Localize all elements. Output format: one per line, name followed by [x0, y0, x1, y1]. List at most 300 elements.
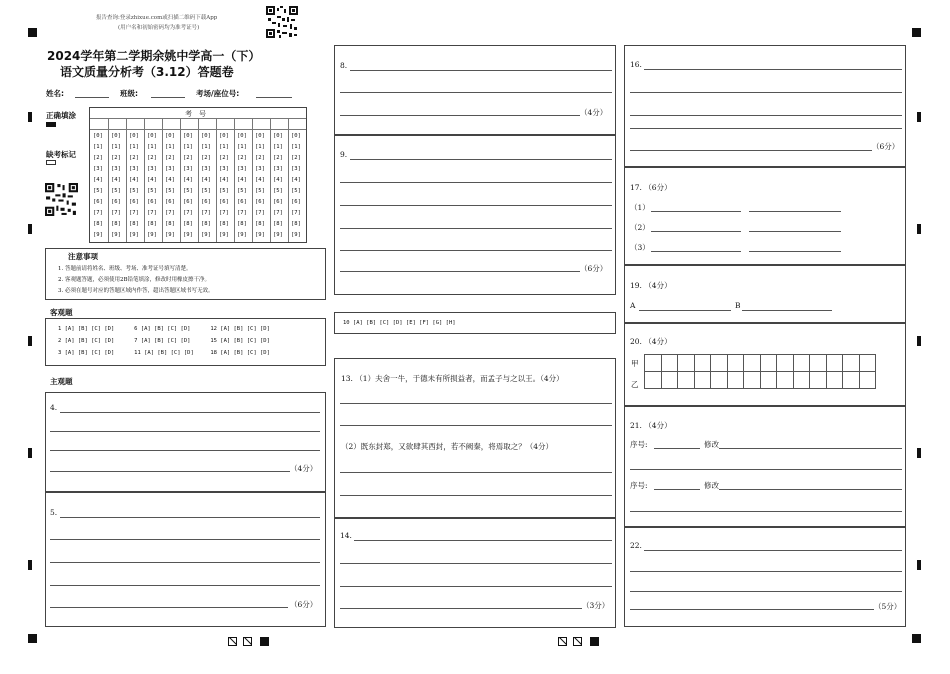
exam-digit-bubble[interactable]: [0]: [291, 133, 301, 139]
character-cell[interactable]: [661, 354, 679, 372]
exam-digit-bubble[interactable]: [4]: [237, 177, 247, 183]
question-5-number: 5.: [50, 508, 58, 517]
character-cell[interactable]: [727, 354, 745, 372]
notes-title: 注意事项: [68, 252, 98, 261]
exam-digit-bubble[interactable]: [5]: [255, 188, 265, 194]
character-cell[interactable]: [760, 354, 778, 372]
question-20-row-jia: 甲: [631, 359, 639, 368]
exam-digit-bubble[interactable]: [3]: [165, 166, 175, 172]
page-mark-crossed: [573, 637, 582, 646]
question-20-title: 20. （4分）: [630, 337, 672, 346]
exam-digit-bubble[interactable]: [1]: [129, 144, 139, 150]
exam-digit-bubble[interactable]: [1]: [93, 144, 103, 150]
question-19-label-b: B: [735, 301, 741, 310]
answer-line[interactable]: [350, 159, 612, 160]
timing-mark: [917, 336, 921, 346]
question-9-box: [334, 135, 616, 295]
answer-line[interactable]: [651, 231, 741, 232]
grid-column-divider: [252, 118, 253, 242]
exam-digit-bubble[interactable]: [6]: [93, 199, 103, 205]
exam-digit-bubble[interactable]: [4]: [183, 177, 193, 183]
timing-mark: [28, 336, 32, 346]
exam-digit-bubble[interactable]: [0]: [183, 133, 193, 139]
question-16-box: [624, 45, 906, 167]
name-field[interactable]: [75, 97, 109, 98]
class-field[interactable]: [151, 97, 185, 98]
answer-line[interactable]: [749, 211, 841, 212]
character-cell[interactable]: [710, 354, 728, 372]
exam-digit-bubble[interactable]: [1]: [111, 144, 121, 150]
character-cell[interactable]: [842, 354, 860, 372]
objective-title: 客观题: [50, 308, 73, 317]
exam-digit-bubble[interactable]: [2]: [183, 155, 193, 161]
answer-line[interactable]: [630, 511, 902, 512]
qr-code-icon: [266, 6, 298, 38]
exam-digit-bubble[interactable]: [2]: [291, 155, 301, 161]
question-13-part2: （2）既东封郑，又欲肆其西封，若不阙秦，将焉取之？（4分）: [341, 442, 554, 451]
exam-digit-bubble[interactable]: [4]: [273, 177, 283, 183]
answer-line[interactable]: [651, 211, 741, 212]
exam-digit-bubble[interactable]: [3]: [219, 166, 229, 172]
timing-mark: [28, 448, 32, 458]
exam-digit-bubble[interactable]: [2]: [237, 155, 247, 161]
question-8-number: 8.: [340, 61, 348, 70]
answer-line[interactable]: [644, 69, 902, 70]
student-qr-code-icon: [45, 183, 78, 216]
exam-digit-bubble[interactable]: [5]: [165, 188, 175, 194]
corner-mark-bottom-left: [28, 634, 37, 643]
answer-line[interactable]: [644, 550, 902, 551]
exam-digit-bubble[interactable]: [1]: [237, 144, 247, 150]
exam-digit-bubble[interactable]: [8]: [111, 221, 121, 227]
question-10-options[interactable]: 10 [A] [B] [C] [D] [E] [F] [G] [H]: [343, 320, 456, 326]
exam-digit-bubble[interactable]: [0]: [165, 133, 175, 139]
exam-digit-bubble[interactable]: [8]: [273, 221, 283, 227]
fix-input[interactable]: [719, 489, 902, 490]
character-cell[interactable]: [760, 371, 778, 389]
exam-digit-bubble[interactable]: [9]: [291, 232, 301, 238]
exam-digit-bubble[interactable]: [9]: [147, 232, 157, 238]
answer-line[interactable]: [340, 182, 612, 183]
timing-mark: [917, 112, 921, 122]
subjective-title: 主观题: [50, 377, 73, 386]
question-9-number: 9.: [340, 150, 348, 159]
exam-digit-bubble[interactable]: [4]: [255, 177, 265, 183]
grid-column-divider: [144, 118, 145, 242]
exam-digit-bubble[interactable]: [3]: [237, 166, 247, 172]
exam-digit-bubble[interactable]: [9]: [237, 232, 247, 238]
question-4-box: [45, 392, 326, 492]
exam-digit-bubble[interactable]: [8]: [165, 221, 175, 227]
grid-column-divider: [162, 118, 163, 242]
exam-digit-bubble[interactable]: [8]: [93, 221, 103, 227]
answer-line[interactable]: [50, 431, 320, 432]
exam-digit-bubble[interactable]: [1]: [255, 144, 265, 150]
character-cell[interactable]: [809, 371, 827, 389]
exam-digit-bubble[interactable]: [0]: [111, 133, 121, 139]
fix-label: 修改: [704, 481, 719, 490]
question-5-score: （6分）: [290, 600, 318, 609]
character-cell[interactable]: [826, 371, 844, 389]
exam-digit-bubble[interactable]: [8]: [237, 221, 247, 227]
exam-digit-bubble[interactable]: [5]: [273, 188, 283, 194]
answer-line[interactable]: [50, 539, 320, 540]
exam-digit-bubble[interactable]: [7]: [147, 210, 157, 216]
exam-digit-bubble[interactable]: [4]: [93, 177, 103, 183]
question-17-part1: （1）: [630, 203, 650, 212]
answer-line[interactable]: [340, 425, 612, 426]
exam-digit-bubble[interactable]: [5]: [111, 188, 121, 194]
page-mark-solid: [260, 637, 269, 646]
answer-line[interactable]: [630, 150, 872, 151]
answer-line[interactable]: [50, 562, 320, 563]
fix-input[interactable]: [719, 448, 902, 449]
seq-input[interactable]: [654, 489, 700, 490]
exam-digit-bubble[interactable]: [1]: [165, 144, 175, 150]
answer-line[interactable]: [630, 571, 902, 572]
exam-digit-bubble[interactable]: [3]: [93, 166, 103, 172]
exam-digit-bubble[interactable]: [5]: [201, 188, 211, 194]
note-item: 2. 客观题答题，必须使用2B铅笔填涂，修改时用橡皮擦干净。: [58, 277, 211, 283]
question-19-label-a: A: [630, 301, 636, 310]
grid-column-divider: [126, 118, 127, 242]
answer-line[interactable]: [340, 586, 612, 587]
question-21-title: 21. （4分）: [630, 421, 672, 430]
answer-line[interactable]: [630, 609, 874, 610]
question-20-box: [624, 323, 906, 406]
seat-field[interactable]: [256, 97, 292, 98]
seat-label: 考场/座位号:: [196, 89, 240, 98]
seq-input[interactable]: [654, 448, 700, 449]
answer-line[interactable]: [340, 205, 612, 206]
question-8-box: [334, 45, 616, 135]
seq-label: 序号:: [630, 481, 648, 490]
exam-digit-bubble[interactable]: [7]: [237, 210, 247, 216]
question-10-box: [334, 312, 616, 334]
question-14-number: 14.: [340, 531, 352, 540]
exam-digit-bubble[interactable]: [2]: [273, 155, 283, 161]
question-9-score: （6分）: [580, 264, 608, 273]
exam-digit-bubble[interactable]: [5]: [93, 188, 103, 194]
exam-digit-bubble[interactable]: [0]: [129, 133, 139, 139]
objective-answer-box: [45, 318, 326, 366]
character-cell[interactable]: [644, 371, 662, 389]
answer-line[interactable]: [340, 495, 612, 496]
exam-digit-bubble[interactable]: [6]: [273, 199, 283, 205]
correct-fill-label: 正确填涂: [46, 111, 76, 120]
answer-line[interactable]: [350, 70, 612, 71]
question-19-box: [624, 265, 906, 323]
question-21-box: [624, 406, 906, 527]
exam-digit-bubble[interactable]: [0]: [201, 133, 211, 139]
grid-column-divider: [216, 118, 217, 242]
question-20-row-yi: 乙: [631, 380, 639, 389]
answer-line[interactable]: [630, 469, 902, 470]
character-cell[interactable]: [743, 371, 761, 389]
page-mark-crossed: [558, 637, 567, 646]
exam-digit-bubble[interactable]: [9]: [201, 232, 211, 238]
character-cell[interactable]: [842, 371, 860, 389]
character-cell[interactable]: [743, 354, 761, 372]
question-16-number: 16.: [630, 60, 642, 69]
exam-digit-bubble[interactable]: [2]: [147, 155, 157, 161]
exam-digit-bubble[interactable]: [7]: [165, 210, 175, 216]
login-notice: (用户名和初始密码均为准考证号): [118, 25, 200, 31]
question-17-title: 17. （6分）: [630, 183, 672, 192]
exam-digit-bubble[interactable]: [1]: [183, 144, 193, 150]
question-17-box: [624, 167, 906, 265]
answer-line[interactable]: [50, 585, 320, 586]
exam-digit-bubble[interactable]: [7]: [255, 210, 265, 216]
exam-number-grid: [89, 107, 307, 243]
character-cell[interactable]: [809, 354, 827, 372]
timing-mark: [28, 224, 32, 234]
exam-digit-bubble[interactable]: [2]: [111, 155, 121, 161]
character-cell[interactable]: [793, 371, 811, 389]
character-cell[interactable]: [694, 354, 712, 372]
objective-row[interactable]: 2 [A] [B] [C] [D] 7 [A] [B] [C] [D] 15 [A] [B] [C] [D]: [58, 338, 270, 344]
character-cell[interactable]: [776, 371, 794, 389]
exam-digit-bubble[interactable]: [6]: [165, 199, 175, 205]
note-item: 3. 必须在题号对应的答题区域内作答，超出答题区域书写无效。: [58, 288, 214, 294]
question-8-score: （4分）: [580, 108, 608, 117]
exam-title: 2024学年第二学期余姚中学高一（下）: [47, 49, 261, 63]
answer-line[interactable]: [60, 517, 320, 518]
exam-digit-bubble[interactable]: [8]: [255, 221, 265, 227]
timing-mark: [28, 560, 32, 570]
answer-line[interactable]: [630, 128, 902, 129]
answer-line[interactable]: [651, 251, 741, 252]
question-16-score: （6分）: [872, 142, 900, 151]
fix-label: 修改: [704, 440, 719, 449]
question-4-number: 4.: [50, 403, 58, 412]
exam-digit-bubble[interactable]: [8]: [129, 221, 139, 227]
class-label: 班级:: [120, 89, 138, 98]
exam-digit-bubble[interactable]: [3]: [201, 166, 211, 172]
correct-fill-sample: [46, 122, 56, 127]
answer-line[interactable]: [630, 92, 902, 93]
exam-digit-bubble[interactable]: [4]: [291, 177, 301, 183]
exam-digit-bubble[interactable]: [3]: [291, 166, 301, 172]
answer-line[interactable]: [639, 310, 731, 311]
exam-digit-bubble[interactable]: [8]: [219, 221, 229, 227]
question-14-box: [334, 518, 616, 628]
answer-line[interactable]: [749, 231, 841, 232]
exam-digit-bubble[interactable]: [6]: [291, 199, 301, 205]
answer-line[interactable]: [340, 115, 580, 116]
exam-digit-bubble[interactable]: [5]: [219, 188, 229, 194]
exam-digit-bubble[interactable]: [4]: [129, 177, 139, 183]
answer-line[interactable]: [354, 540, 612, 541]
exam-digit-bubble[interactable]: [8]: [147, 221, 157, 227]
question-22-number: 22.: [630, 541, 642, 550]
question-5-box: [45, 492, 326, 627]
question-13-part1: 13. （1）夫舍一牛，于德未有所损益者，而孟子与之以王。（4分）: [341, 374, 564, 383]
exam-digit-bubble[interactable]: [1]: [201, 144, 211, 150]
page-mark-solid: [590, 637, 599, 646]
exam-digit-bubble[interactable]: [2]: [129, 155, 139, 161]
exam-digit-bubble[interactable]: [4]: [219, 177, 229, 183]
exam-digit-bubble[interactable]: [3]: [255, 166, 265, 172]
exam-digit-bubble[interactable]: [9]: [183, 232, 193, 238]
exam-digit-bubble[interactable]: [3]: [147, 166, 157, 172]
note-item: 1. 答题前请将姓名、班级、考场、准考证号填写清楚。: [58, 266, 192, 272]
exam-digit-bubble[interactable]: [1]: [273, 144, 283, 150]
exam-digit-bubble[interactable]: [7]: [93, 210, 103, 216]
exam-digit-bubble[interactable]: [4]: [165, 177, 175, 183]
exam-digit-bubble[interactable]: [3]: [111, 166, 121, 172]
exam-digit-bubble[interactable]: [9]: [93, 232, 103, 238]
character-cell[interactable]: [727, 371, 745, 389]
grid-column-divider: [180, 118, 181, 242]
exam-digit-bubble[interactable]: [1]: [219, 144, 229, 150]
character-cell[interactable]: [710, 371, 728, 389]
exam-digit-bubble[interactable]: [2]: [201, 155, 211, 161]
objective-row[interactable]: 3 [A] [B] [C] [D] 11 [A] [B] [C] [D] 18 [A] [B] [C] [D]: [58, 350, 270, 356]
exam-digit-bubble[interactable]: [3]: [273, 166, 283, 172]
exam-digit-bubble[interactable]: [0]: [93, 133, 103, 139]
character-cell[interactable]: [661, 371, 679, 389]
exam-digit-bubble[interactable]: [2]: [93, 155, 103, 161]
question-22-score: （5分）: [874, 602, 902, 611]
character-cell[interactable]: [859, 371, 877, 389]
absent-mark-label: 缺考标记: [46, 150, 76, 159]
exam-digit-bubble[interactable]: [7]: [291, 210, 301, 216]
exam-digit-bubble[interactable]: [1]: [147, 144, 157, 150]
answer-line[interactable]: [742, 310, 832, 311]
character-cell[interactable]: [859, 354, 877, 372]
exam-digit-bubble[interactable]: [5]: [147, 188, 157, 194]
exam-digit-bubble[interactable]: [5]: [237, 188, 247, 194]
character-cell[interactable]: [694, 371, 712, 389]
character-cell[interactable]: [677, 354, 695, 372]
answer-line[interactable]: [630, 591, 902, 592]
answer-line[interactable]: [630, 115, 902, 116]
exam-digit-bubble[interactable]: [1]: [291, 144, 301, 150]
exam-digit-bubble[interactable]: [4]: [201, 177, 211, 183]
corner-mark-top-left: [28, 28, 37, 37]
exam-digit-bubble[interactable]: [9]: [111, 232, 121, 238]
answer-line[interactable]: [340, 271, 580, 272]
answer-line[interactable]: [50, 607, 288, 608]
exam-digit-bubble[interactable]: [7]: [219, 210, 229, 216]
character-cell[interactable]: [677, 371, 695, 389]
objective-row[interactable]: 1 [A] [B] [C] [D] 6 [A] [B] [C] [D] 12 [A] [B] [C] [D]: [58, 326, 270, 332]
grid-column-divider: [270, 118, 271, 242]
answer-line[interactable]: [749, 251, 841, 252]
answer-line[interactable]: [340, 228, 612, 229]
answer-line[interactable]: [50, 450, 320, 451]
exam-digit-bubble[interactable]: [7]: [129, 210, 139, 216]
character-cell[interactable]: [776, 354, 794, 372]
exam-digit-bubble[interactable]: [9]: [165, 232, 175, 238]
exam-digit-bubble[interactable]: [3]: [129, 166, 139, 172]
exam-digit-bubble[interactable]: [7]: [201, 210, 211, 216]
answer-line[interactable]: [340, 472, 612, 473]
timing-mark: [917, 224, 921, 234]
grid-column-divider: [234, 118, 235, 242]
question-22-box: [624, 527, 906, 627]
question-14-score: （3分）: [582, 601, 610, 610]
exam-digit-bubble[interactable]: [6]: [111, 199, 121, 205]
exam-digit-bubble[interactable]: [7]: [183, 210, 193, 216]
answer-line[interactable]: [60, 412, 320, 413]
exam-digit-bubble[interactable]: [9]: [255, 232, 265, 238]
exam-digit-bubble[interactable]: [2]: [165, 155, 175, 161]
timing-mark: [917, 448, 921, 458]
exam-digit-bubble[interactable]: [5]: [129, 188, 139, 194]
exam-digit-bubble[interactable]: [2]: [219, 155, 229, 161]
exam-digit-bubble[interactable]: [0]: [255, 133, 265, 139]
answer-line[interactable]: [340, 403, 612, 404]
exam-digit-bubble[interactable]: [9]: [219, 232, 229, 238]
question-17-part2: （2）: [630, 223, 650, 232]
exam-digit-bubble[interactable]: [4]: [147, 177, 157, 183]
exam-digit-bubble[interactable]: [7]: [111, 210, 121, 216]
exam-digit-bubble[interactable]: [6]: [219, 199, 229, 205]
timing-mark: [28, 112, 32, 122]
exam-digit-bubble[interactable]: [4]: [111, 177, 121, 183]
page-mark-crossed: [228, 637, 237, 646]
corner-mark-top-right: [912, 28, 921, 37]
exam-digit-bubble[interactable]: [5]: [183, 188, 193, 194]
report-notice: 报告查询:登录zhixue.com或扫描二维码下载App: [96, 15, 218, 21]
character-cell[interactable]: [826, 354, 844, 372]
exam-digit-bubble[interactable]: [9]: [273, 232, 283, 238]
exam-digit-bubble[interactable]: [0]: [147, 133, 157, 139]
character-cell[interactable]: [793, 354, 811, 372]
exam-digit-bubble[interactable]: [6]: [183, 199, 193, 205]
exam-digit-bubble[interactable]: [6]: [237, 199, 247, 205]
exam-digit-bubble[interactable]: [3]: [183, 166, 193, 172]
exam-digit-bubble[interactable]: [8]: [183, 221, 193, 227]
exam-digit-bubble[interactable]: [6]: [201, 199, 211, 205]
notes-box: [45, 248, 326, 300]
exam-digit-bubble[interactable]: [0]: [273, 133, 283, 139]
corner-mark-bottom-right: [912, 634, 921, 643]
answer-line[interactable]: [340, 250, 612, 251]
exam-digit-bubble[interactable]: [0]: [237, 133, 247, 139]
grid-column-divider: [288, 118, 289, 242]
answer-line[interactable]: [50, 471, 290, 472]
exam-digit-bubble[interactable]: [6]: [255, 199, 265, 205]
timing-mark: [917, 560, 921, 570]
exam-subtitle: 语文质量分析考（3.12）答题卷: [60, 65, 234, 79]
answer-line[interactable]: [340, 608, 582, 609]
question-13-box: [334, 358, 616, 518]
exam-digit-bubble[interactable]: [0]: [219, 133, 229, 139]
grid-column-divider: [108, 118, 109, 242]
answer-line[interactable]: [340, 563, 612, 564]
seq-label: 序号:: [630, 440, 648, 449]
exam-digit-bubble[interactable]: [5]: [291, 188, 301, 194]
answer-line[interactable]: [340, 92, 612, 93]
exam-digit-bubble[interactable]: [6]: [129, 199, 139, 205]
exam-digit-bubble[interactable]: [9]: [129, 232, 139, 238]
exam-digit-bubble[interactable]: [6]: [147, 199, 157, 205]
exam-digit-bubble[interactable]: [8]: [201, 221, 211, 227]
character-cell[interactable]: [644, 354, 662, 372]
exam-number-header: 考 号: [185, 110, 206, 118]
page-mark-crossed: [243, 637, 252, 646]
absent-mark-box[interactable]: [46, 160, 56, 165]
exam-digit-bubble[interactable]: [2]: [255, 155, 265, 161]
exam-digit-bubble[interactable]: [8]: [291, 221, 301, 227]
exam-digit-bubble[interactable]: [7]: [273, 210, 283, 216]
question-19-title: 19. （4分）: [630, 281, 672, 290]
question-4-score: （4分）: [290, 464, 318, 473]
grid-column-divider: [198, 118, 199, 242]
